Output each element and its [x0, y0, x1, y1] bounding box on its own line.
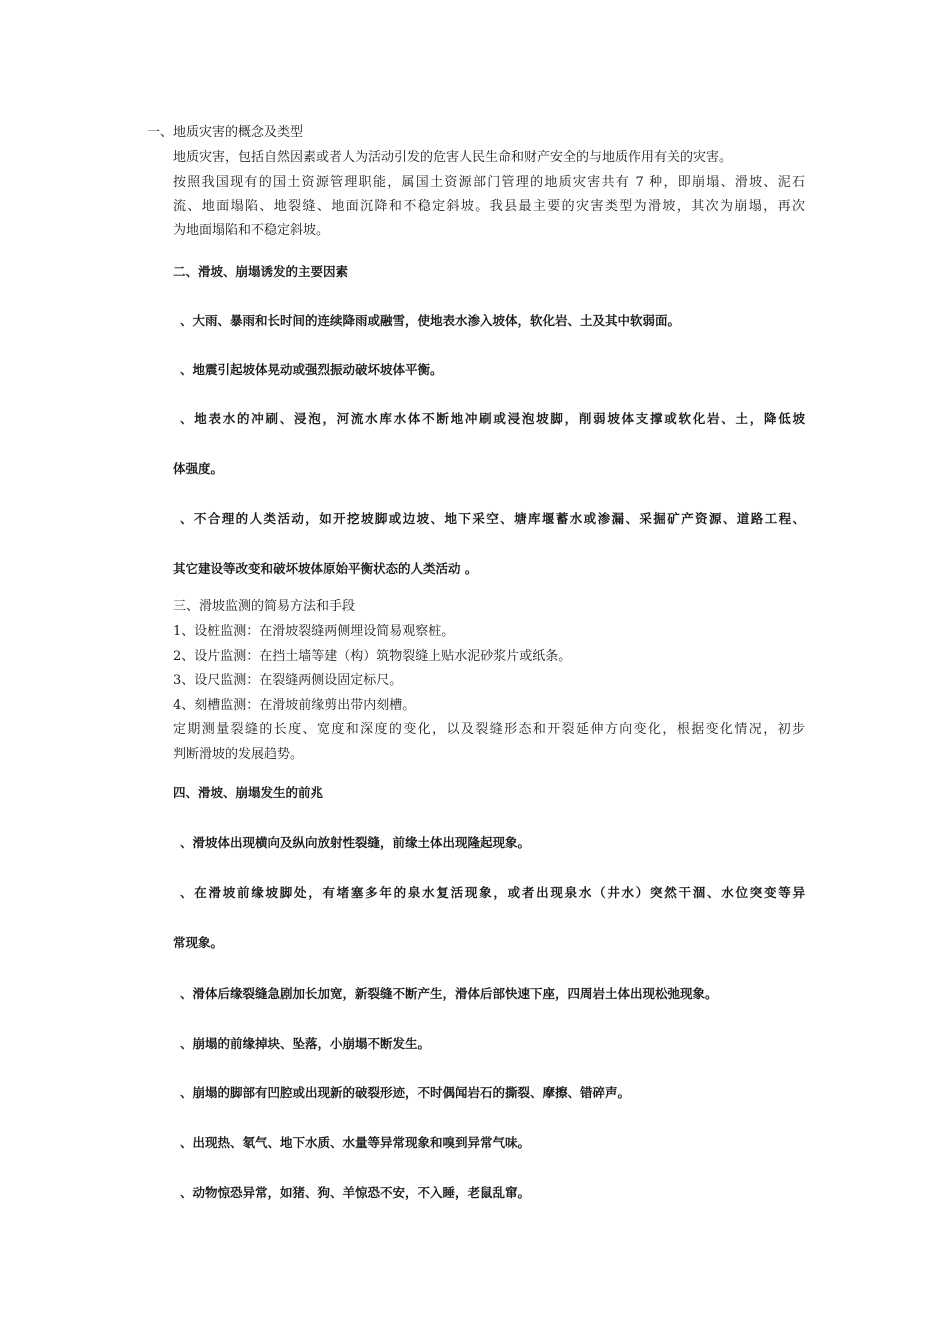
section-4-item-2-line-2: 常现象。 [173, 935, 224, 950]
section-1-paragraph-2-line-2: 流、地面塌陷、地裂缝、地面沉降和不稳定斜坡。我县最主要的灾害类型为滑坡，其次为崩塌，再次 [173, 199, 805, 214]
section-3-method-4: 4、刻槽监测：在滑坡前缘剪出带内刻槽。 [173, 698, 416, 713]
section-3-method-1: 1、设桩监测：在滑坡裂缝两侧埋设简易观察桩。 [173, 624, 455, 639]
section-4-item-3: 、滑体后缘裂缝急剧加长加宽，新裂缝不断产生，滑体后部快速下座，四周岩土体出现松弛现象。 [180, 986, 718, 1001]
section-2-item-1: 、大雨、暴雨和长时间的连续降雨或融雪，使地表水渗入坡体，软化岩、土及其中软弱面。 [180, 313, 681, 328]
section-2-item-3-line-2: 体强度。 [173, 461, 224, 476]
section-2-item-4-line-2: 其它建设等改变和破坏坡体原始平衡状态的人类活动 。 [173, 561, 478, 576]
section-4-item-7: 、动物惊恐异常，如猪、狗、羊惊恐不安，不入睡，老鼠乱窜。 [180, 1185, 531, 1200]
section-2-item-3-line-1: 、地表水的冲刷、浸泡，河流水库水体不断地冲刷或浸泡坡脚，削弱坡体支撑或软化岩、土，降低坡 [180, 411, 805, 426]
section-2-item-2: 、地震引起坡体晃动或强烈振动破坏坡体平衡。 [180, 362, 443, 377]
section-4-title: 四、滑坡、崩塌发生的前兆 [173, 785, 324, 800]
section-4-item-5: 、崩塌的脚部有凹腔或出现新的破裂形迹，不时偶闻岩石的撕裂、摩擦、错碎声。 [180, 1085, 631, 1100]
section-3-method-2: 2、设片监测：在挡土墙等建（构）筑物裂缝上贴水泥砂浆片或纸条。 [173, 649, 572, 664]
section-3-paragraph-line-1: 定期测量裂缝的长度、宽度和深度的变化，以及裂缝形态和开裂延伸方向变化，根据变化情况，初步 [173, 722, 805, 737]
section-4-item-2-line-1: 、在滑坡前缘坡脚处，有堵塞多年的泉水复活现象，或者出现泉水（井水）突然干涸、水位突变等异 [180, 885, 805, 900]
section-2-title: 二、滑坡、崩塌诱发的主要因素 [173, 264, 349, 279]
section-4-item-1: 、滑坡体出现横向及纵向放射性裂缝，前缘土体出现隆起现象。 [180, 835, 531, 850]
section-3-paragraph-line-2: 判断滑坡的发展趋势。 [173, 747, 304, 762]
section-1-paragraph-2-line-1: 按照我国现有的国土资源管理职能，属国土资源部门管理的地质灾害共有 7 种，即崩塌、滑坡、泥石 [173, 175, 805, 190]
section-3-title: 三、滑坡监测的简易方法和手段 [173, 599, 356, 614]
section-3-method-3: 3、设尺监测：在裂缝两侧设固定标尺。 [173, 673, 403, 688]
section-1-paragraph-2-line-3: 为地面塌陷和不稳定斜坡。 [173, 223, 330, 238]
section-1-paragraph-1: 地质灾害，包括自然因素或者人为活动引发的危害人民生命和财产安全的与地质作用有关的灾害。 [173, 150, 733, 165]
section-4-item-6: 、出现热、氡气、地下水质、水量等异常现象和嗅到异常气味。 [180, 1135, 531, 1150]
section-1-title: 一、地质灾害的概念及类型 [147, 125, 304, 140]
section-4-item-4: 、崩塌的前缘掉块、坠落，小崩塌不断发生。 [180, 1036, 431, 1051]
section-2-item-4-line-1: 、不合理的人类活动，如开挖坡脚或边坡、地下采空、塘库堰蓄水或渗漏、采掘矿产资源、道路工程、 [180, 511, 805, 526]
